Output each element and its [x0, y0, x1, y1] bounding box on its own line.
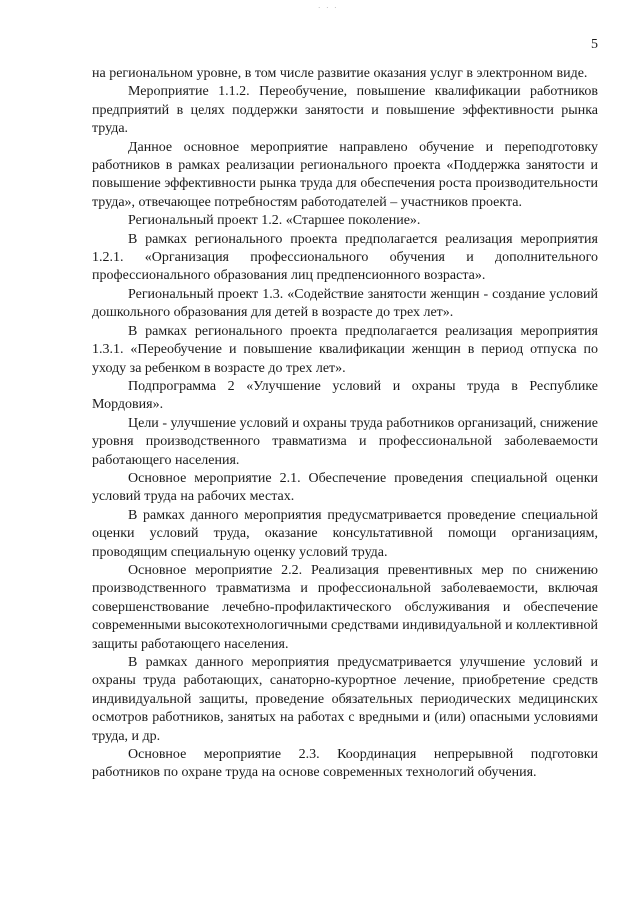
paragraph-subprogram-2: Подпрограмма 2 «Улучшение условий и охраны труда в Республике Мордовия». — [92, 378, 598, 413]
paragraph-project-1-3: Региональный проект 1.3. «Содействие занятости женщин - создание условий дошкольного образования для детей в возрасте до трех лет». — [92, 286, 598, 321]
paragraph-measure-2-3: Основное мероприятие 2.3. Координация непрерывной подготовки работников по охране труда на основе современных технологий обучения. — [92, 747, 598, 781]
paragraph-measure-1-1-2: Мероприятие 1.1.2. Переобучение, повышение квалификации работников предприятий в целях поддержки занятости и повышение эффективности рынка труда. — [92, 84, 598, 137]
paragraph-subprogram-2-goals: Цели - улучшение условий и охраны труда работников организаций, снижение уровня производственного травматизма и профессиональной заболеваемости работающего населения. — [92, 415, 598, 468]
paragraph-measure-2-1-description: В рамках данного мероприятия предусматривается проведение специальной оценки условий труда, оказание консультативной помощи организациям, проводящим специальную оценку условий труда. — [92, 507, 598, 560]
paragraph-measure-2-2-description: В рамках данного мероприятия предусматривается улучшение условий и охраны труда работающих, санаторно-курортное лечение, приобретение средств индивидуальной защиты, проведение обязательных периодических медицинских осмотров работников, занятых на работах с вредными и (или) опасными условиями труда, и др. — [92, 655, 598, 744]
paragraph-measure-1-3-1: В рамках регионального проекта предполагается реализация мероприятия 1.3.1. «Переобучение и повышение квалификации женщин в период отпуска по уходу за ребенком в возрасте до трех лет». — [92, 323, 598, 376]
page-number: 5 — [591, 37, 598, 52]
paragraph-project-1-2: Региональный проект 1.2. «Старшее поколение». — [128, 213, 421, 229]
paragraph-measure-2-2: Основное мероприятие 2.2. Реализация превентивных мер по снижению производственного травматизма и профессиональной заболеваемости, включая совершенствование лечебно-профилактического обслуживания и обеспечение современными высокотехнологичными средствами индивидуальной и коллективной защиты работающего населения. — [92, 562, 598, 652]
paragraph-measure-1-1-2-description: Данное основное мероприятие направлено обучение и переподготовку работников в рамках реализации регионального проекта «Поддержка занятости и повышение эффективности рынка труда для обеспечения роста производительности труда», отвечающее потребностям работодателей – участников проекта. — [92, 139, 598, 210]
scan-artifact-marks: · · · — [318, 4, 339, 12]
paragraph-continuation: на региональном уровне, в том числе развитие оказания услуг в электронном виде. — [92, 66, 588, 81]
document-body — [92, 65, 598, 783]
paragraph-measure-2-1: Основное мероприятие 2.1. Обеспечение проведения специальной оценки условий труда на рабочих местах. — [92, 470, 598, 505]
paragraph-measure-1-2-1: В рамках регионального проекта предполагается реализация мероприятия 1.2.1. «Организация профессионального обучения и дополнительного профессионального образования лиц предпенсионного возраста». — [92, 231, 598, 284]
